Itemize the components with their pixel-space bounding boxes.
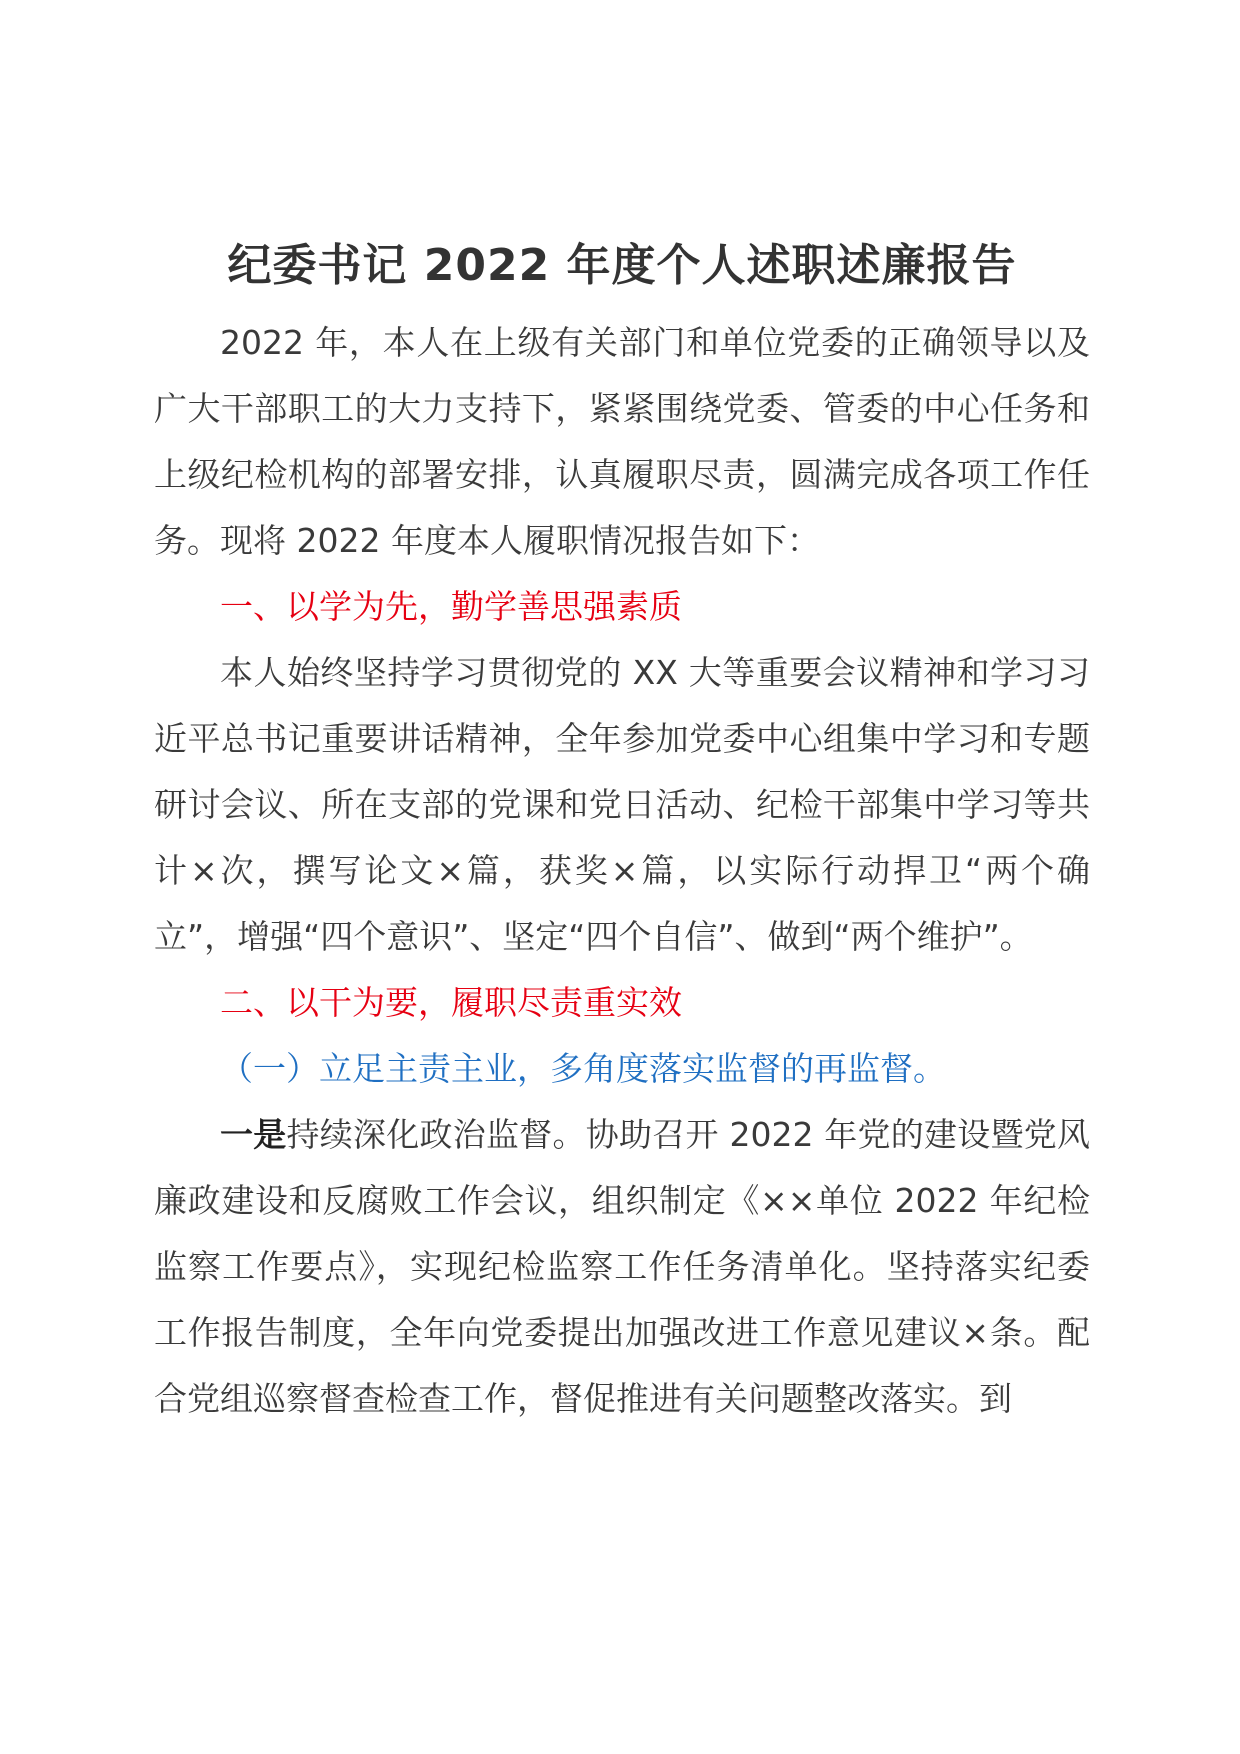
document-title: 纪委书记 2022 年度个人述职述廉报告 xyxy=(227,240,1017,291)
intro-paragraph: 2022 年，本人在上级有关部门和单位党委的正确领导以及广大干部职工的大力支持下，紧紧围绕党委、管委的中心任务和上级纪检机构的部署安排，认真履职尽责，圆满完成各项工作任务。现将 2022 年度本人履职情况报告如下： xyxy=(154,323,1090,560)
document-content xyxy=(154,236,1090,1432)
section-1-heading: 一、以学为先，勤学善思强素质 xyxy=(220,587,682,626)
item-1-lead: 一是 xyxy=(220,1115,287,1154)
section-2-subheading: （一）立足主责主业，多角度落实监督的再监督。 xyxy=(220,1049,946,1088)
section-2-item-1 xyxy=(154,1102,1090,1432)
section-2-heading: 二、以干为要，履职尽责重实效 xyxy=(220,983,682,1022)
item-1-body: 持续深化政治监督。协助召开 2022 年党的建设暨党风廉政建设和反腐败工作会议，组织制定《××单位 2022 年纪检监察工作要点》，实现纪检监察工作任务清单化。坚持落实纪委工作报告制度，全年向党委提出加强改进工作意见建议×条。配合党组巡察督查检查工作，督促推进有关问题整改落实。到 xyxy=(154,1115,1091,1418)
section-1-body: 本人始终坚持学习贯彻党的 XX 大等重要会议精神和学习习近平总书记重要讲话精神，全年参加党委中心组集中学习和专题研讨会议、所在支部的党课和党日活动、纪检干部集中学习等共计×次，撰写论文×篇，获奖×篇，以实际行动捍卫“两个确立”，增强“四个意识”、坚定“四个自信”、做到“两个维护”。 xyxy=(154,653,1090,956)
